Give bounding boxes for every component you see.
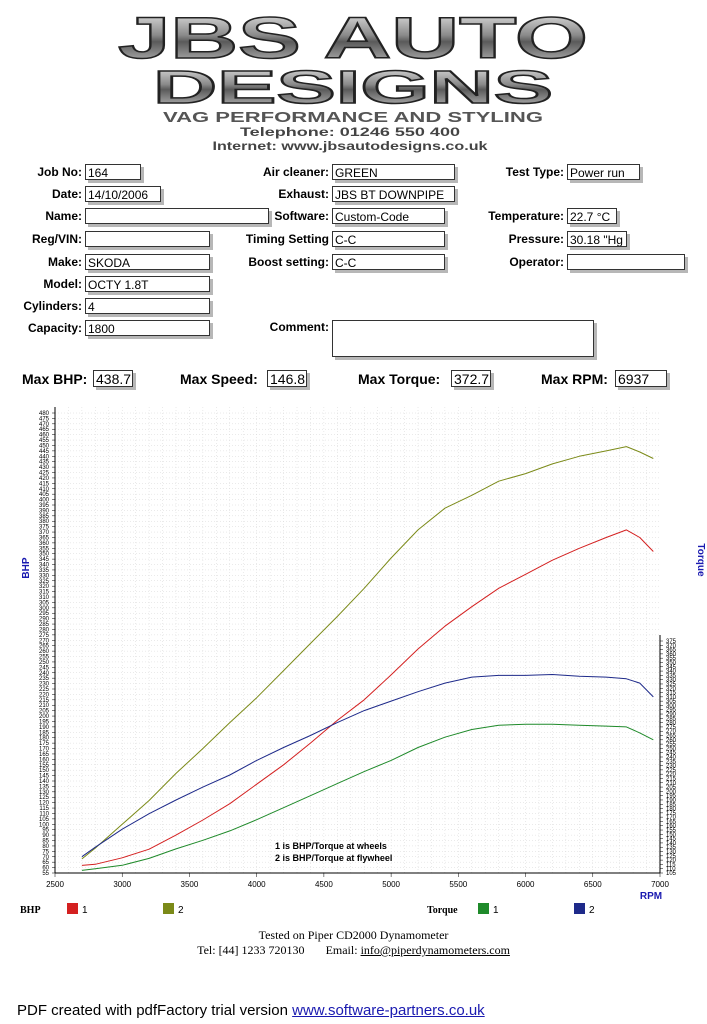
y-tick-label: 165 <box>38 751 49 758</box>
y2-tick-label: 235 <box>666 759 677 766</box>
y2-tick-label: 185 <box>666 802 677 809</box>
y-tick-label: 95 <box>42 827 49 834</box>
legend-bhp2-num: 2 <box>178 905 184 916</box>
exhaust-label: Exhaust: <box>278 187 329 201</box>
job-no-label: Job No: <box>37 165 82 179</box>
y-tick-label: 385 <box>38 513 49 520</box>
y2-tick-label: 165 <box>666 819 677 826</box>
y-tick-label: 290 <box>38 616 49 623</box>
max-bhp-value: 438.7 <box>93 370 133 387</box>
logo-line2: DESIGNS <box>153 61 553 113</box>
y-tick-label: 155 <box>38 762 49 769</box>
x-tick-label: 5500 <box>449 880 468 889</box>
y-tick-label: 395 <box>38 503 49 509</box>
x-tick-label: 3500 <box>180 880 199 889</box>
y2-tick-label: 225 <box>666 767 677 774</box>
y2-tick-label: 310 <box>666 694 677 701</box>
job-no-field[interactable]: 164 <box>85 164 141 180</box>
legend-bhp2-swatch <box>163 903 174 914</box>
y-tick-label: 390 <box>38 508 49 515</box>
y-tick-label: 90 <box>42 833 49 840</box>
y-tick-label: 450 <box>38 443 49 450</box>
series-line-4 <box>82 675 653 857</box>
y-tick-label: 185 <box>38 730 49 737</box>
date-label: Date: <box>51 187 82 201</box>
footer-email-link[interactable]: info@piperdynamometers.com <box>360 943 510 957</box>
y2-tick-label: 205 <box>666 785 677 792</box>
operator-label: Operator: <box>509 255 564 269</box>
y2-tick-label: 180 <box>666 806 677 813</box>
x-tick-label: 2500 <box>46 880 64 889</box>
y-tick-label: 70 <box>42 854 49 861</box>
y-tick-label: 340 <box>38 562 49 569</box>
boost-label: Boost setting: <box>248 255 329 269</box>
y2-tick-label: 140 <box>666 840 677 847</box>
software-label: Software: <box>274 209 329 223</box>
y-tick-label: 375 <box>38 524 49 531</box>
y-tick-label: 80 <box>42 843 49 850</box>
series-line-1 <box>82 530 653 866</box>
y-tick-label: 440 <box>38 454 49 461</box>
y2-tick-label: 200 <box>666 789 677 796</box>
y2-tick-label: 135 <box>666 845 677 852</box>
max-torque-value: 372.7 <box>451 370 491 387</box>
y-tick-label: 280 <box>38 627 49 634</box>
footer-tel: Tel: [44] 1233 720130 <box>197 943 305 957</box>
y-tick-label: 420 <box>38 475 49 482</box>
x-tick-label: 7000 <box>651 880 669 889</box>
y-tick-label: 345 <box>38 557 49 564</box>
capacity-field[interactable]: 1800 <box>85 320 210 336</box>
y-tick-label: 465 <box>38 427 49 434</box>
y2-tick-label: 270 <box>666 729 677 736</box>
legend-torque-label: Torque <box>427 905 458 916</box>
legend-torque1-num: 1 <box>493 905 499 916</box>
y-tick-label: 220 <box>38 692 49 699</box>
y-tick-label: 300 <box>38 605 49 612</box>
y-tick-label: 145 <box>38 773 49 780</box>
timing-label: Timing Setting <box>245 232 329 246</box>
y2-tick-label: 315 <box>666 690 677 697</box>
max-torque-label: Max Torque: <box>358 371 441 387</box>
air-cleaner-label: Air cleaner: <box>262 165 329 179</box>
software-field[interactable]: Custom-Code <box>332 208 445 224</box>
y2-tick-label: 250 <box>666 746 677 753</box>
y2-tick-label: 220 <box>666 772 677 779</box>
y2-tick-label: 215 <box>666 776 677 783</box>
y2-tick-label: 105 <box>666 871 677 877</box>
pdf-note <box>17 1002 485 1019</box>
y-tick-label: 335 <box>38 567 49 574</box>
y2-tick-label: 130 <box>666 849 677 856</box>
y-tick-label: 370 <box>38 530 49 537</box>
y-tick-label: 425 <box>38 470 49 477</box>
y-tick-label: 295 <box>38 611 49 618</box>
y2-tick-label: 295 <box>666 707 677 714</box>
y2-tick-label: 285 <box>666 716 677 723</box>
y-tick-label: 235 <box>38 676 49 683</box>
x-tick-label: 4000 <box>247 880 266 889</box>
y2-tick-label: 170 <box>666 815 677 822</box>
y-tick-label: 255 <box>38 654 49 661</box>
y-tick-label: 245 <box>38 665 49 672</box>
y-tick-label: 310 <box>38 595 49 601</box>
y-tick-label: 305 <box>38 600 49 607</box>
y-tick-label: 105 <box>38 816 49 823</box>
y-tick-label: 170 <box>38 746 49 753</box>
reg-vin-label: Reg/VIN: <box>31 232 82 246</box>
y2-tick-label: 330 <box>666 677 677 684</box>
y-tick-label: 475 <box>38 416 49 423</box>
y-tick-label: 435 <box>38 459 49 466</box>
y-tick-label: 140 <box>38 779 49 785</box>
y2-tick-label: 155 <box>666 828 677 835</box>
y-tick-label: 445 <box>38 448 49 455</box>
y-tick-label: 405 <box>38 492 49 499</box>
y-tick-label: 130 <box>38 789 49 796</box>
y-tick-label: 180 <box>38 735 49 742</box>
y2-tick-label: 110 <box>666 866 676 873</box>
y-tick-label: 210 <box>38 703 49 710</box>
legend-bhp1-num: 1 <box>82 905 88 916</box>
y2-tick-label: 350 <box>666 660 677 667</box>
max-rpm-label: Max RPM: <box>541 371 608 387</box>
pressure-label: Pressure: <box>508 232 564 246</box>
y-tick-label: 195 <box>38 719 49 726</box>
y2-tick-label: 370 <box>666 643 677 650</box>
temperature-label: Temperature: <box>488 209 564 223</box>
y-tick-label: 480 <box>38 411 49 417</box>
y-tick-label: 120 <box>38 800 49 807</box>
y2-tick-label: 365 <box>666 647 677 654</box>
boost-field[interactable]: C-C <box>332 254 445 270</box>
jbs-logo <box>0 0 707 160</box>
y2-tick-label: 150 <box>666 832 677 839</box>
annotation-1: 1 is BHP/Torque at wheels <box>275 841 387 851</box>
y-tick-label: 225 <box>38 687 49 693</box>
timing-field[interactable]: C-C <box>332 231 445 247</box>
y-tick-label: 400 <box>38 497 49 504</box>
y2-tick-label: 175 <box>666 810 677 817</box>
y-tick-label: 60 <box>42 865 49 872</box>
x-tick-label: 3000 <box>113 880 132 889</box>
y2-tick-label: 325 <box>666 681 677 688</box>
pressure-field[interactable]: 30.18 "Hg <box>567 231 627 247</box>
y-tick-label: 380 <box>38 519 49 526</box>
cylinders-label: Cylinders: <box>23 299 82 313</box>
y2-tick-label: 120 <box>666 858 677 865</box>
y2-axis-ticks <box>660 639 677 877</box>
y-tick-label: 350 <box>38 551 49 558</box>
annotation-2: 2 is BHP/Torque at flywheel <box>275 853 393 863</box>
y2-tick-label: 280 <box>666 720 677 727</box>
y-tick-label: 275 <box>38 632 49 639</box>
y2-tick-label: 355 <box>666 656 677 663</box>
y-tick-label: 285 <box>38 622 49 629</box>
date-field[interactable]: 14/10/2006 <box>85 186 161 202</box>
comment-field[interactable] <box>332 320 594 357</box>
x-tick-label: 4500 <box>314 880 333 889</box>
name-label: Name: <box>45 209 82 223</box>
footer-contact <box>0 943 707 958</box>
y-tick-label: 460 <box>38 432 49 439</box>
max-speed-value: 146.8 <box>267 370 307 387</box>
y-tick-label: 125 <box>38 795 49 802</box>
y-tick-label: 85 <box>42 838 49 845</box>
dyno-chart <box>0 395 707 900</box>
footer-tested: Tested on Piper CD2000 Dynamometer <box>258 928 449 942</box>
logo-telephone: Telephone: 01246 550 400 <box>240 125 461 139</box>
y-axis-ticks <box>39 411 55 877</box>
y-tick-label: 250 <box>38 659 49 666</box>
y-tick-label: 110 <box>39 811 49 818</box>
y-tick-label: 200 <box>38 714 49 721</box>
y-tick-label: 160 <box>38 757 49 764</box>
y-tick-label: 135 <box>38 784 49 791</box>
x-axis-title: RPM <box>639 891 663 900</box>
y-tick-label: 190 <box>38 724 49 731</box>
tagline: VAG PERFORMANCE AND STYLING <box>163 109 543 126</box>
y2-tick-label: 195 <box>666 793 677 800</box>
operator-field[interactable] <box>567 254 685 270</box>
y2-tick-label: 260 <box>666 737 677 744</box>
y2-axis-title: Torque <box>695 543 706 577</box>
y-tick-label: 260 <box>38 649 49 656</box>
y2-tick-label: 210 <box>666 780 677 787</box>
reg-vin-field[interactable] <box>85 231 210 247</box>
air-cleaner-field[interactable]: GREEN <box>332 164 455 180</box>
y-tick-label: 355 <box>38 546 49 553</box>
y-tick-label: 360 <box>38 540 49 547</box>
y-tick-label: 205 <box>38 708 49 715</box>
cylinders-field[interactable]: 4 <box>85 298 210 314</box>
y-tick-label: 240 <box>38 670 49 677</box>
y-tick-label: 115 <box>39 806 49 813</box>
y-tick-label: 150 <box>38 768 49 775</box>
y2-tick-label: 190 <box>666 797 677 804</box>
comment-label: Comment: <box>269 320 329 334</box>
y-tick-label: 455 <box>38 438 49 445</box>
y2-tick-label: 320 <box>666 686 677 693</box>
pdf-note-link[interactable]: www.software-partners.co.uk <box>292 1002 485 1019</box>
legend-torque2-num: 2 <box>589 905 595 916</box>
y2-tick-label: 375 <box>666 639 677 645</box>
legend-torque1-swatch <box>478 903 489 914</box>
y2-tick-label: 275 <box>666 724 677 731</box>
y-tick-label: 365 <box>38 535 49 542</box>
y-tick-label: 320 <box>38 584 49 591</box>
y-tick-label: 330 <box>38 573 49 580</box>
y-axis-title: BHP <box>21 557 32 579</box>
y-tick-label: 270 <box>38 638 49 645</box>
make-field[interactable]: SKODA <box>85 254 210 270</box>
model-label: Model: <box>43 277 82 291</box>
footer-email-label: Email: <box>325 943 358 957</box>
make-label: Make: <box>47 255 82 269</box>
y2-tick-label: 360 <box>666 651 677 658</box>
y2-tick-label: 160 <box>666 823 677 830</box>
y-tick-label: 430 <box>38 465 49 472</box>
y2-tick-label: 340 <box>666 669 677 676</box>
y2-tick-label: 115 <box>666 862 676 869</box>
y2-tick-label: 290 <box>666 712 677 719</box>
y-tick-label: 470 <box>38 421 49 428</box>
y-tick-label: 75 <box>42 849 49 856</box>
y-tick-label: 265 <box>38 643 49 650</box>
y2-tick-label: 335 <box>666 673 677 680</box>
y-tick-label: 410 <box>38 486 49 493</box>
max-rpm-value: 6937 <box>615 370 667 387</box>
y-tick-label: 55 <box>42 871 49 877</box>
y2-tick-label: 240 <box>666 755 677 761</box>
y-tick-label: 65 <box>42 860 49 867</box>
legend-torque2-swatch <box>574 903 585 914</box>
x-tick-label: 5000 <box>382 880 401 889</box>
y2-tick-label: 230 <box>666 763 677 770</box>
temperature-field[interactable]: 22.7 °C <box>567 208 617 224</box>
legend-bhp-label: BHP <box>20 905 41 916</box>
y-tick-label: 325 <box>38 578 49 585</box>
capacity-label: Capacity: <box>27 321 82 335</box>
logo-line1: JBS AUTO <box>118 6 588 71</box>
max-bhp-label: Max BHP: <box>22 371 88 387</box>
y-tick-label: 175 <box>38 741 49 748</box>
y-tick-label: 415 <box>38 481 49 488</box>
y-tick-label: 230 <box>38 681 49 688</box>
exhaust-field[interactable]: JBS BT DOWNPIPE <box>332 186 455 202</box>
x-tick-label: 6000 <box>516 880 535 889</box>
y2-tick-label: 265 <box>666 733 677 740</box>
y2-tick-label: 305 <box>666 699 677 706</box>
max-speed-label: Max Speed: <box>180 371 258 387</box>
logo-internet: Internet: www.jbsautodesigns.co.uk <box>212 139 488 153</box>
x-axis-ticks <box>46 873 669 889</box>
y2-tick-label: 300 <box>666 703 677 710</box>
y-tick-label: 215 <box>38 697 49 704</box>
y2-tick-label: 245 <box>666 750 677 757</box>
y2-tick-label: 345 <box>666 664 677 671</box>
y-tick-label: 315 <box>38 589 49 596</box>
model-field[interactable]: OCTY 1.8T <box>85 276 210 292</box>
y2-tick-label: 145 <box>666 836 677 843</box>
test-type-field[interactable]: Power run <box>567 164 640 180</box>
pdf-note-text: PDF created with pdfFactory trial version <box>17 1002 288 1019</box>
test-type-label: Test Type: <box>505 165 564 179</box>
y-tick-label: 100 <box>38 822 49 829</box>
x-tick-label: 6500 <box>583 880 602 889</box>
y2-tick-label: 125 <box>666 853 677 860</box>
legend-bhp1-swatch <box>67 903 78 914</box>
y2-tick-label: 255 <box>666 742 677 749</box>
